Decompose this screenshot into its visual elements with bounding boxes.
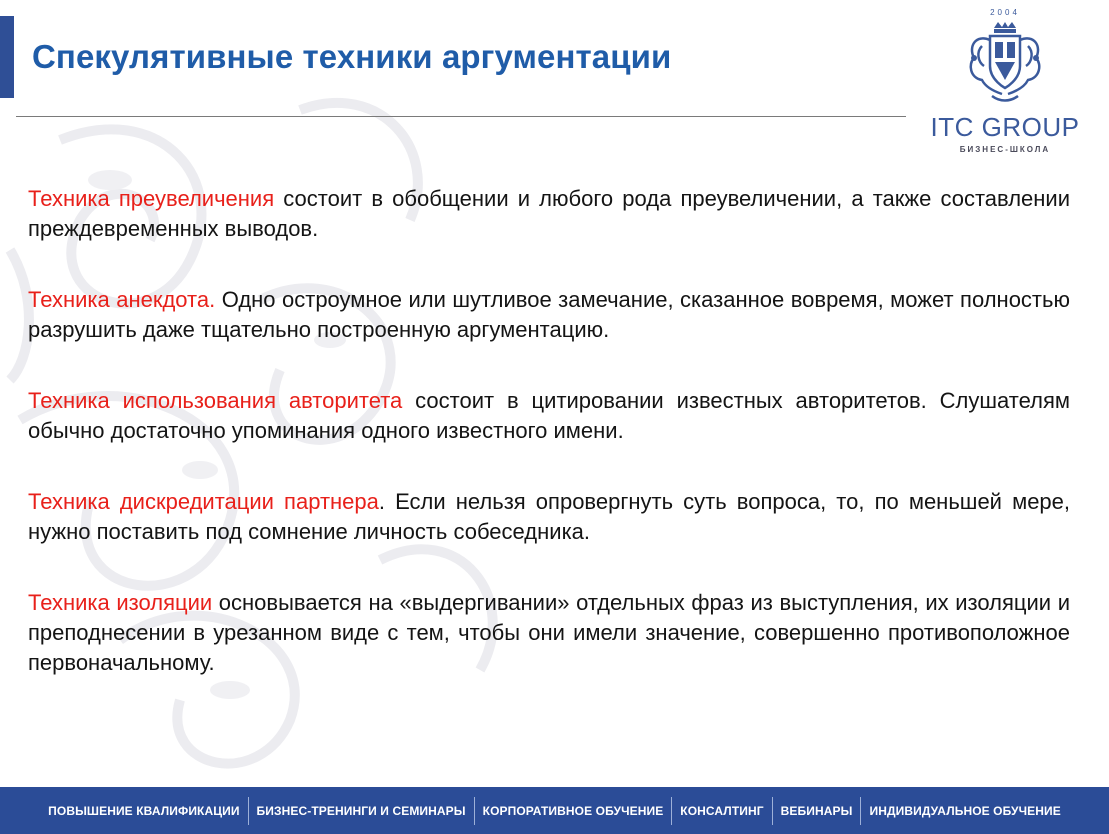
footer-item-webinars: ВЕБИНАРЫ	[780, 803, 853, 818]
logo-name: ITC GROUP	[930, 112, 1080, 142]
footer-bar	[0, 787, 1109, 834]
technique-name: Техника дискредитации партнера	[28, 489, 379, 514]
technique-description: состоит в цитировании известных авторитетов. Слушателям обычно достаточно упоминания одного известного имени.	[28, 388, 1070, 443]
paragraph-exaggeration	[28, 184, 1070, 244]
technique-name: Техника использования авторитета	[28, 388, 403, 413]
technique-description: основывается на «выдергивании» отдельных фраз из выступления, их изоляции и преподнесении в урезанном виде с тем, чтобы они имели значение, совершенно противоположное первоначальному.	[28, 590, 1070, 675]
technique-name: Техника преувеличения	[28, 186, 275, 211]
technique-name: Техника анекдота.	[28, 287, 216, 312]
title-divider	[16, 116, 906, 117]
footer-item-trainings: БИЗНЕС-ТРЕНИНГИ И СЕМИНАРЫ	[256, 803, 466, 818]
footer-item-individual: ИНДИВИДУАЛЬНОЕ ОБУЧЕНИЕ	[869, 803, 1061, 818]
title-accent-bar	[0, 16, 14, 98]
paragraph-discrediting	[28, 487, 1070, 547]
itc-group-logo	[920, 8, 1090, 156]
footer-item-consulting: КОНСАЛТИНГ	[680, 803, 764, 818]
logo-year: 2004	[990, 8, 1020, 17]
slide-title: Спекулятивные техники аргументации	[32, 38, 672, 75]
technique-name: Техника изоляции	[28, 590, 213, 615]
paragraph-authority	[28, 386, 1070, 446]
footer-item-qualification: ПОВЫШЕНИЕ КВАЛИФИКАЦИИ	[48, 803, 240, 818]
technique-description: . Если нельзя опровергнуть суть вопроса, то, по меньшей мере, нужно поставить под сомнение личность собеседника.	[28, 489, 1071, 544]
crest-icon	[962, 22, 1048, 104]
logo-subtitle: БИЗНЕС-ШКОЛА	[959, 145, 1051, 154]
footer-item-corporate: КОРПОРАТИВНОЕ ОБУЧЕНИЕ	[482, 803, 664, 818]
paragraph-isolation	[28, 588, 1070, 678]
technique-description: состоит в обобщении и любого рода преувеличении, а также составлении преждевременных выводов.	[28, 186, 1070, 241]
paragraph-anecdote	[28, 285, 1070, 345]
technique-description: Одно остроумное или шутливое замечание, сказанное вовремя, может полностью разрушить даже тщательно построенную аргументацию.	[28, 287, 1070, 342]
